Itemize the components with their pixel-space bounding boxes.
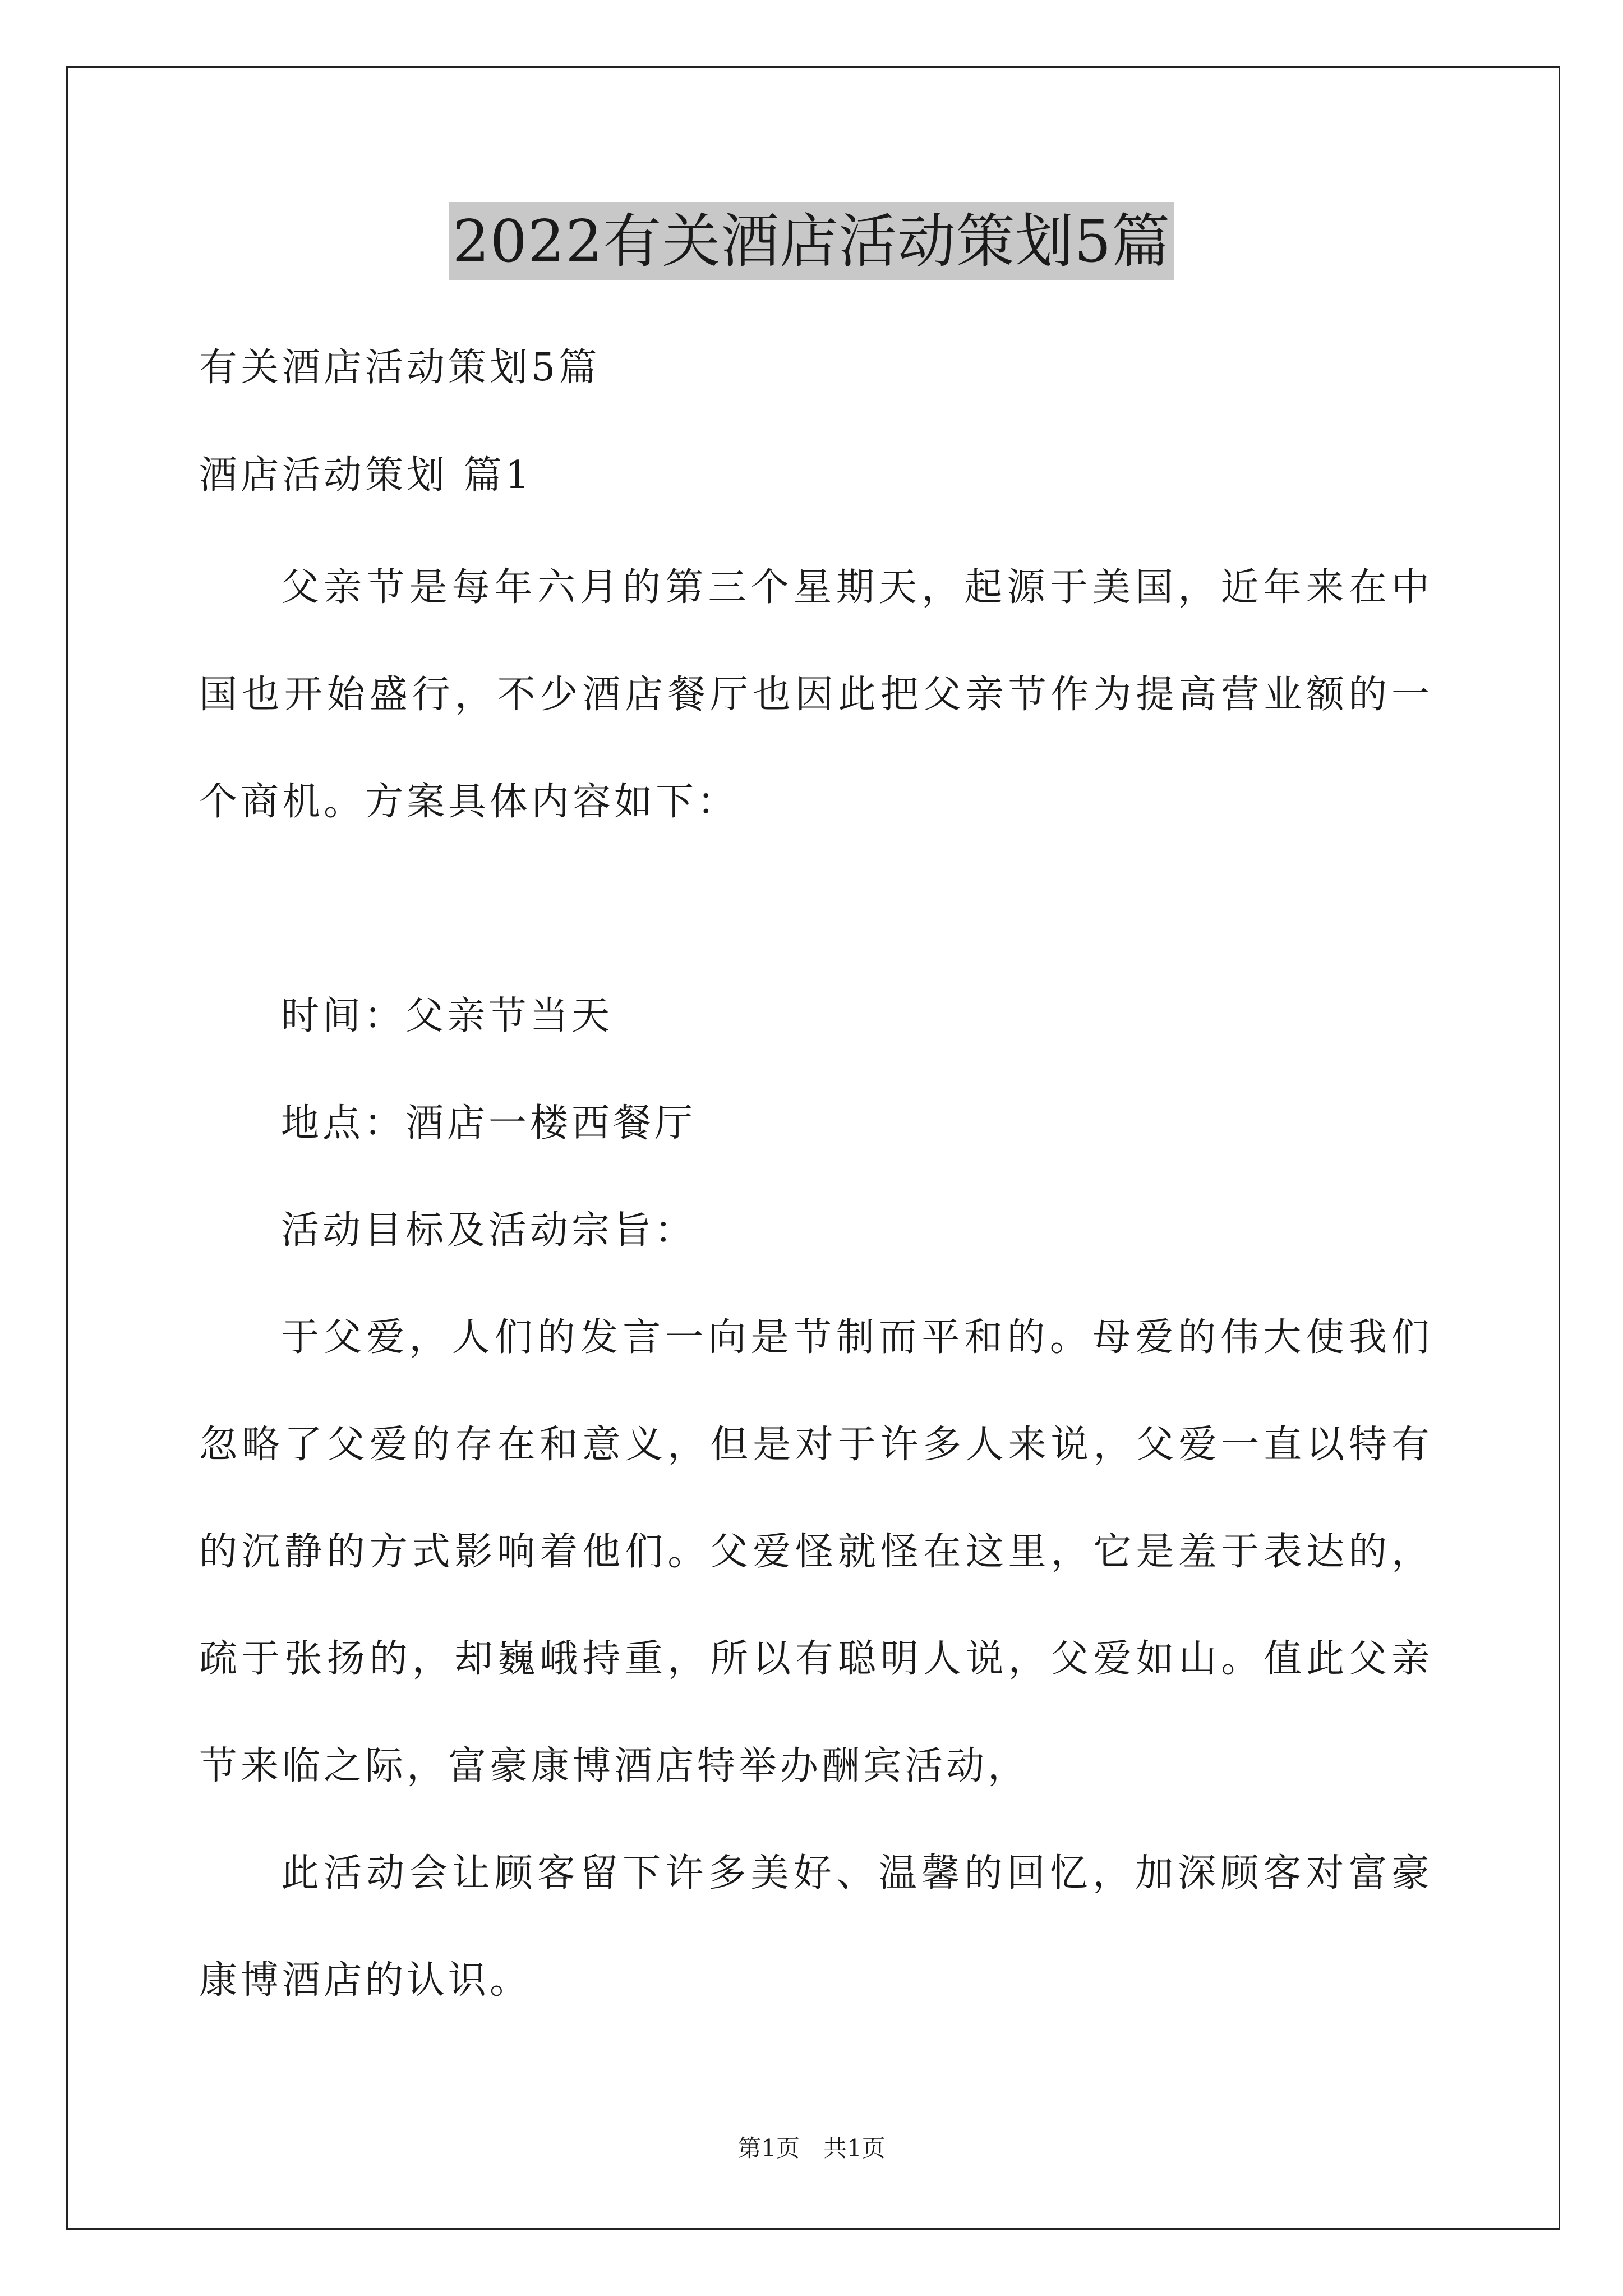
document-body (199, 307, 1433, 2034)
paragraph-time: 时间：父亲节当天 (281, 994, 614, 1038)
paragraph-closing: 此活动会让顾客留下许多美好、温馨的回忆，加深顾客对富豪康博酒店的认识。 (199, 1851, 1433, 2003)
title-container (0, 202, 1623, 280)
subtitle: 有关酒店活动策划5篇 (199, 346, 601, 390)
paragraph-father-love: 于父爱，人们的发言一向是节制而平和的。母爱的伟大使我们忽略了父爱的存在和意义，但是对于许多人来说，父爱一直以特有的沉静的方式影响着他们。父爱怪就怪在这里，它是羞于表达的，疏于张扬的，却巍峨持重，所以有聪明人说，父爱如山。值此父亲节来临之际，富豪康博酒店特举办酬宾活动， (199, 1315, 1433, 1788)
paragraph-location: 地点：酒店一楼西餐厅 (281, 1101, 697, 1145)
paragraph-intro: 父亲节是每年六月的第三个星期天，起源于美国，近年来在中国也开始盛行，不少酒店餐厅也因此把父亲节作为提高营业额的一个商机。方案具体内容如下： (199, 565, 1433, 824)
page-footer: 第1页 共1页 (737, 2134, 886, 2162)
section-heading: 酒店活动策划 篇1 (199, 453, 533, 498)
document-title: 2022有关酒店活动策划5篇 (449, 202, 1174, 280)
paragraph-goal-heading: 活动目标及活动宗旨： (281, 1208, 697, 1253)
